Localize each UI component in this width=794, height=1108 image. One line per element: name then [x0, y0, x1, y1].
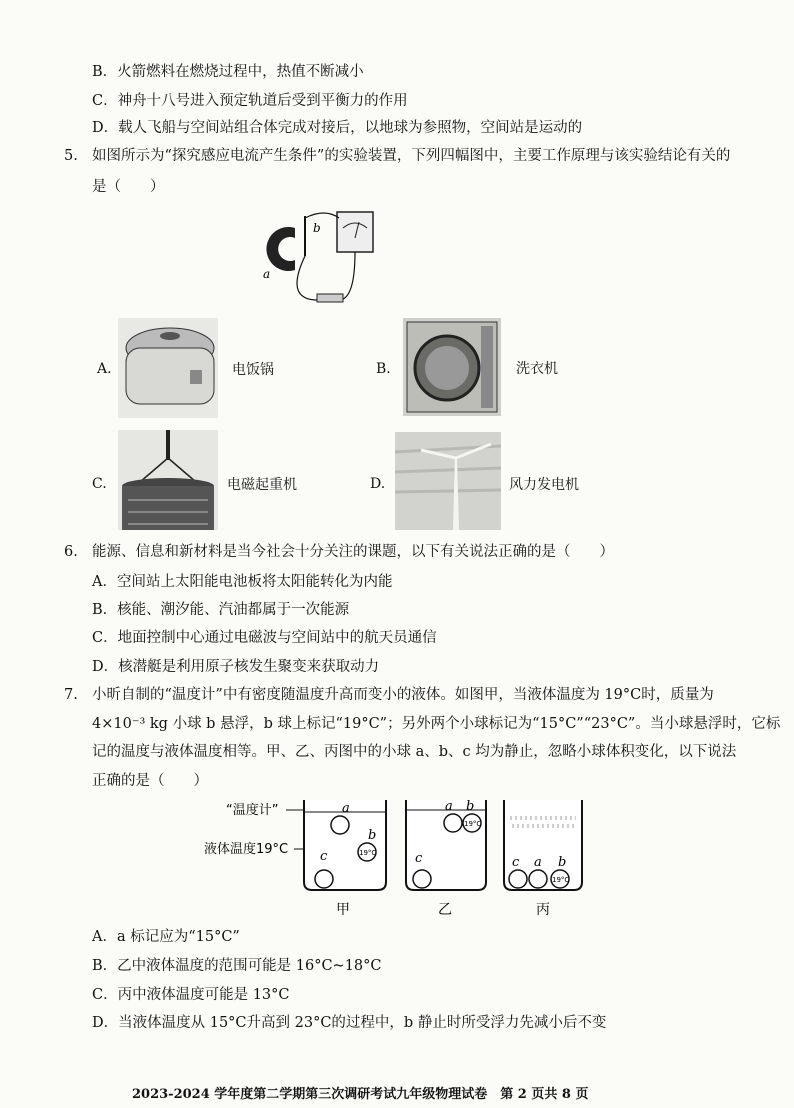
ball-b-label-yi: b — [466, 799, 475, 814]
beaker-bing — [504, 800, 582, 890]
q6-option-c: C．地面控制中心通过电磁波与空间站中的航天员通信 — [92, 630, 437, 646]
ball-c-label-yi: c — [415, 851, 423, 866]
label-b: b — [313, 221, 321, 235]
electromagnetic-crane-image — [118, 430, 218, 530]
q7-stem-line1: 小昕自制的“温度计”中有密度随温度升高而变小的液体。如图甲，当液体温度为 19°C时，质量为 — [92, 687, 714, 703]
q5-choice-a-letter: A. — [97, 361, 112, 377]
wind-turbine-image — [395, 432, 501, 530]
label-liquid-temp: 液体温度19°C — [204, 842, 289, 857]
label-a: a — [263, 267, 271, 281]
ball-a — [331, 816, 349, 834]
q5-stem-line1: 如图所示为“探究感应电流产生条件”的实验装置，下列四幅图中，主要工作原理与该实验结论有关的 — [92, 148, 731, 164]
q4-option-c: C．神舟十八号进入预定轨道后受到平衡力的作用 — [92, 93, 408, 109]
ball-c — [315, 870, 333, 888]
q6-option-d: D．核潜艇是利用原子核发生聚变来获取动力 — [92, 659, 380, 675]
ball-b-marking-bing: 19°C — [552, 876, 570, 884]
q5-choice-a-caption: 电饭锅 — [232, 362, 274, 378]
q7-stem-line3: 记的温度与液体温度相等。甲、乙、丙图中的小球 a、b、c 均为静止，忽略小球体积变化，以下说法 — [92, 744, 737, 760]
horseshoe-magnet — [266, 227, 295, 271]
beaker-jia — [304, 800, 386, 890]
q5-choice-c-caption: 电磁起重机 — [227, 477, 297, 493]
q7-option-b: B．乙中液体温度的范围可能是 16°C~18°C — [92, 958, 382, 974]
q7-stem-line4: 正确的是（ ） — [92, 773, 208, 789]
q5-choice-b-letter: B. — [376, 361, 391, 377]
ball-b-label: b — [368, 828, 377, 843]
q6-option-b: B．核能、潮汐能、汽油都属于一次能源 — [92, 602, 350, 618]
q5-choice-c-letter: C. — [92, 476, 107, 492]
q4-option-d: D．载人飞船与空间站组合体完成对接后，以地球为参照物，空间站是运动的 — [92, 120, 583, 136]
q5-stem-line2: 是（ ） — [92, 179, 165, 195]
q4-option-b: B．火箭燃料在燃烧过程中，热值不断减小 — [92, 64, 364, 80]
q5-number: 5. — [64, 148, 78, 164]
ball-b-label-bing: b — [558, 855, 567, 870]
q6-option-a: A．空间站上太阳能电池板将太阳能转化为内能 — [92, 574, 393, 590]
q7-option-a: A．a 标记应为“15°C” — [92, 929, 240, 945]
ball-a-label-bing: a — [534, 855, 542, 870]
ball-c-label-bing: c — [512, 855, 520, 870]
induction-setup-figure — [255, 208, 380, 313]
switch — [317, 294, 343, 302]
q7-option-d: D．当液体温度从 15°C升高到 23°C的过程中，b 静止时所受浮力先减小后不变 — [92, 1015, 607, 1031]
ball-b-marking: 19°C — [359, 849, 377, 857]
ball-a-label-yi: a — [445, 799, 453, 814]
page-footer: 2023-2024 学年度第二学期第三次调研考试九年级物理试卷 第 2 页共 8 页 — [132, 1087, 589, 1102]
ball-a-label: a — [342, 801, 350, 816]
beaker-yi — [406, 799, 486, 890]
q5-choice-d-letter: D. — [370, 476, 386, 492]
q5-choice-d-caption: 风力发电机 — [509, 477, 579, 493]
q6-stem: 能源、信息和新材料是当今社会十分关注的课题，以下有关说法正确的是（ ） — [92, 544, 614, 560]
q6-number: 6. — [64, 544, 78, 560]
label-thermometer: “温度计” — [226, 803, 279, 818]
q7-number: 7. — [64, 687, 78, 703]
ball-b-marking-yi: 19°C — [464, 820, 482, 828]
q7-stem-line2: 4×10⁻³ kg 小球 b 悬浮，b 球上标记“19°C”；另外两个小球标记为“15°C”“23°C”。当小球悬浮时，它标 — [92, 716, 781, 732]
caption-jia: 甲 — [336, 902, 350, 918]
q7-option-c: C．丙中液体温度可能是 13°C — [92, 987, 290, 1003]
rice-cooker-image — [118, 318, 218, 418]
galvanometer — [337, 212, 373, 252]
washing-machine-image — [403, 318, 501, 416]
beakers-figure — [200, 796, 600, 922]
ball-c-label: c — [320, 849, 328, 864]
caption-yi: 乙 — [438, 902, 452, 918]
caption-bing: 丙 — [536, 902, 550, 918]
q5-choice-b-caption: 洗衣机 — [516, 361, 558, 377]
